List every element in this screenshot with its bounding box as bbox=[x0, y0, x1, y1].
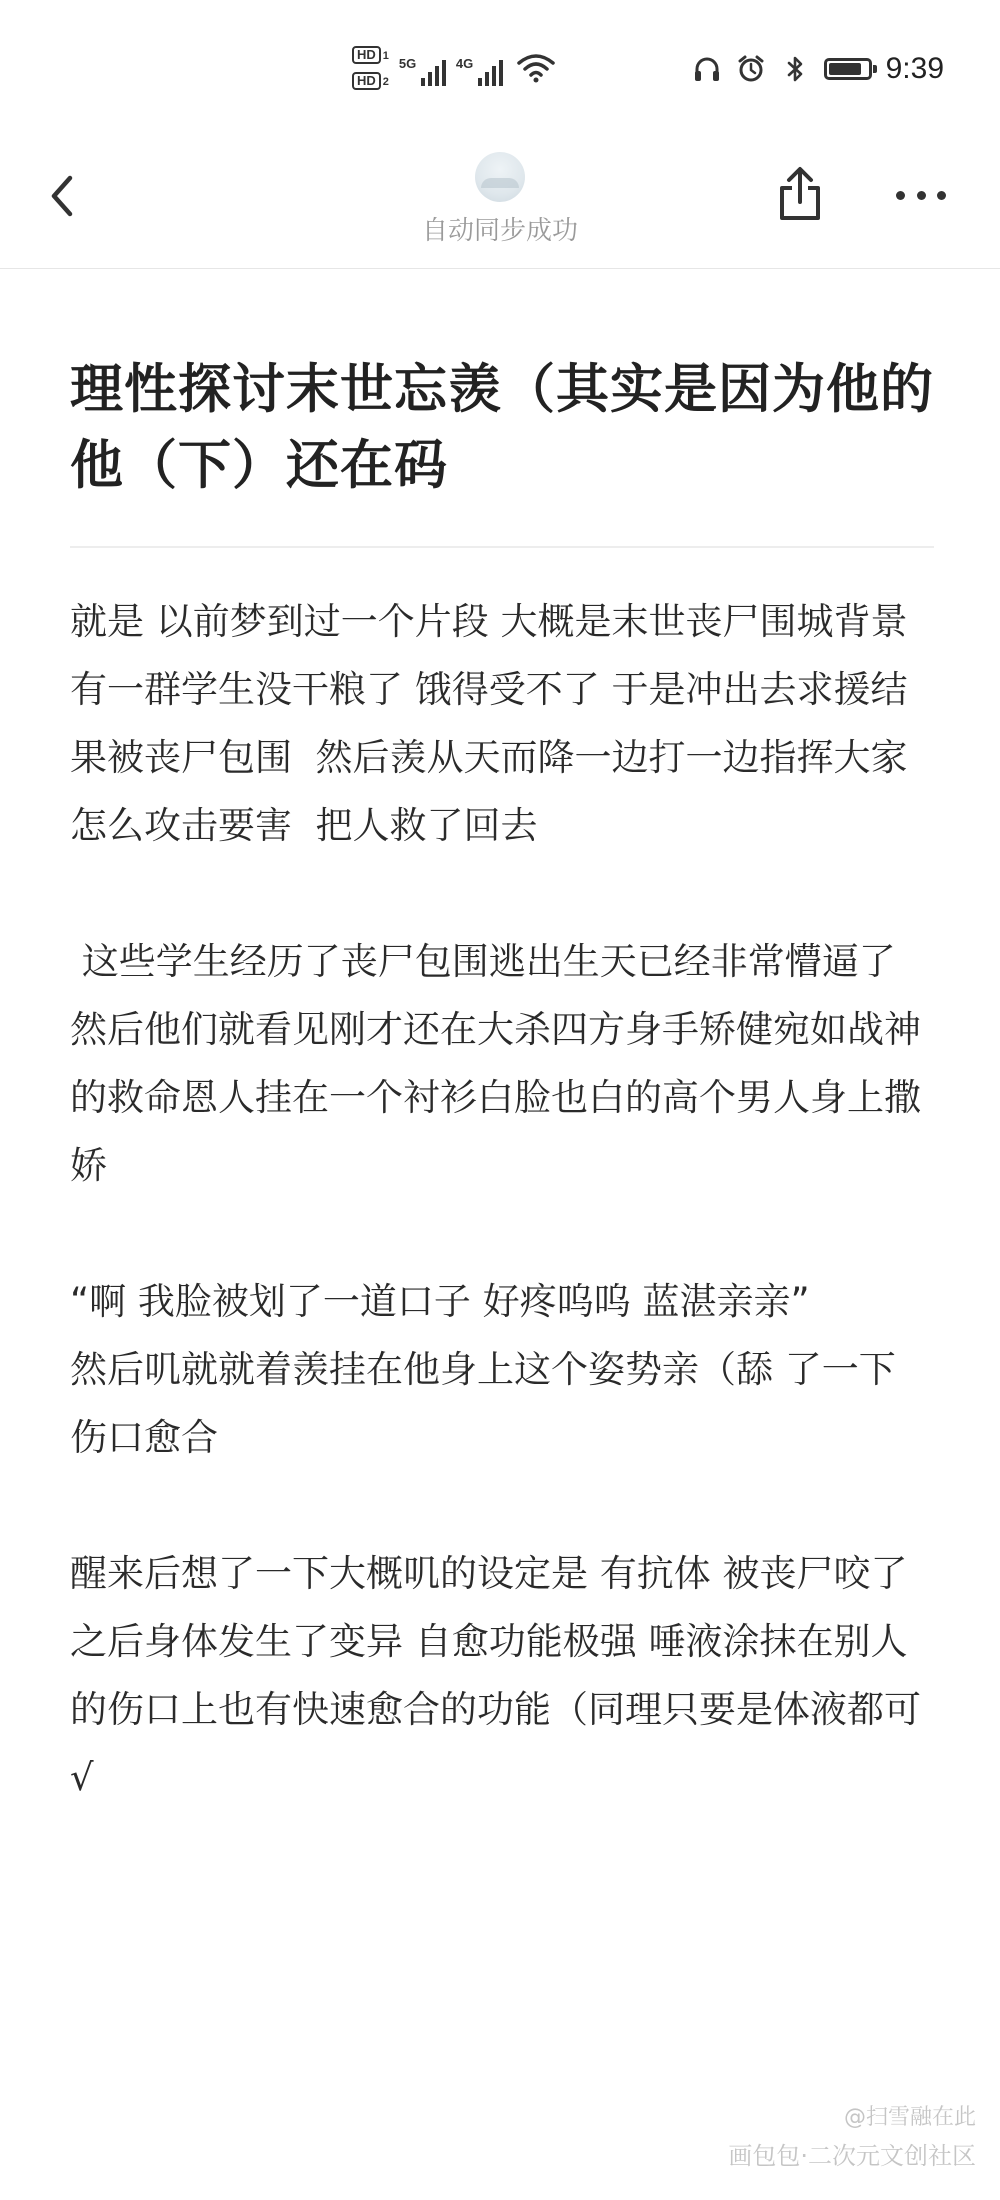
status-bar-right bbox=[692, 52, 944, 86]
signal-icon bbox=[478, 58, 503, 86]
hd1-badge bbox=[352, 46, 389, 64]
article-paragraph: 醒来后想了一下大概叽的设定是 有抗体 被丧尸咬了之后身体发生了变异 自愈功能极强 唾液涂抹在别人的伤口上也有快速愈合的功能（同理只要是体液都可√ bbox=[70, 1552, 921, 1799]
share-icon bbox=[776, 164, 824, 224]
more-icon bbox=[896, 191, 905, 200]
hd1-label: HD bbox=[352, 46, 381, 64]
signal-4g bbox=[456, 50, 503, 86]
sync-avatar bbox=[475, 152, 525, 202]
watermark-author: @扫雪融在此 bbox=[843, 2105, 976, 2130]
sync-status-text: 自动同步成功 bbox=[421, 215, 578, 245]
article bbox=[70, 268, 934, 1812]
watermark-site: 画包包·二次元文创社区 bbox=[728, 2142, 976, 2170]
article-body bbox=[70, 588, 934, 1812]
hd-indicators bbox=[352, 46, 389, 90]
hd2-label: HD bbox=[352, 72, 381, 90]
article-paragraph: 就是 以前梦到过一个片段 大概是末世丧尸围城背景 有一群学生没干粮了 饿得受不了 于是冲出去求援结果被丧尸包围 然后羡从天而降一边打一边指挥大家怎么攻击要害 把人救了回去 bbox=[70, 600, 932, 847]
share-button[interactable] bbox=[776, 164, 824, 224]
hd2-num: 2 bbox=[382, 76, 389, 88]
back-icon bbox=[48, 174, 76, 218]
wifi-icon bbox=[517, 53, 555, 83]
status-bar bbox=[0, 0, 1000, 140]
sync-status bbox=[380, 152, 620, 247]
battery-fill bbox=[829, 63, 861, 75]
title-divider bbox=[70, 546, 934, 548]
headphones-icon bbox=[692, 54, 722, 84]
net1-label: 5G bbox=[398, 56, 417, 71]
article-paragraph: 这些学生经历了丧尸包围逃出生天已经非常懵逼了 然后他们就看见刚才还在大杀四方身手矫健宛如战神的救命恩人挂在一个衬衫白脸也白的高个男人身上撒娇 bbox=[70, 940, 921, 1187]
top-nav-bar bbox=[0, 140, 1000, 269]
net2-label: 4G bbox=[455, 56, 474, 71]
signal-5g bbox=[399, 50, 446, 86]
clock: 9:39 bbox=[885, 52, 944, 85]
status-bar-left bbox=[352, 46, 555, 90]
back-button[interactable] bbox=[40, 168, 84, 224]
signal-icon bbox=[421, 58, 446, 86]
hd2-badge bbox=[352, 72, 389, 90]
bluetooth-icon bbox=[780, 54, 810, 84]
article-paragraph: “啊 我脸被划了一道口子 好疼呜呜 蓝湛亲亲” 然后叽就就着羡挂在他身上这个姿势亲（舔 了一下 伤口愈合 bbox=[70, 1280, 896, 1459]
battery-icon bbox=[824, 58, 872, 80]
hd1-num: 1 bbox=[382, 50, 389, 62]
alarm-icon bbox=[736, 54, 766, 84]
watermark bbox=[728, 2100, 976, 2176]
more-button[interactable] bbox=[896, 180, 946, 210]
article-title: 理性探讨末世忘羡（其实是因为他的他（下）还在码 bbox=[70, 359, 934, 496]
